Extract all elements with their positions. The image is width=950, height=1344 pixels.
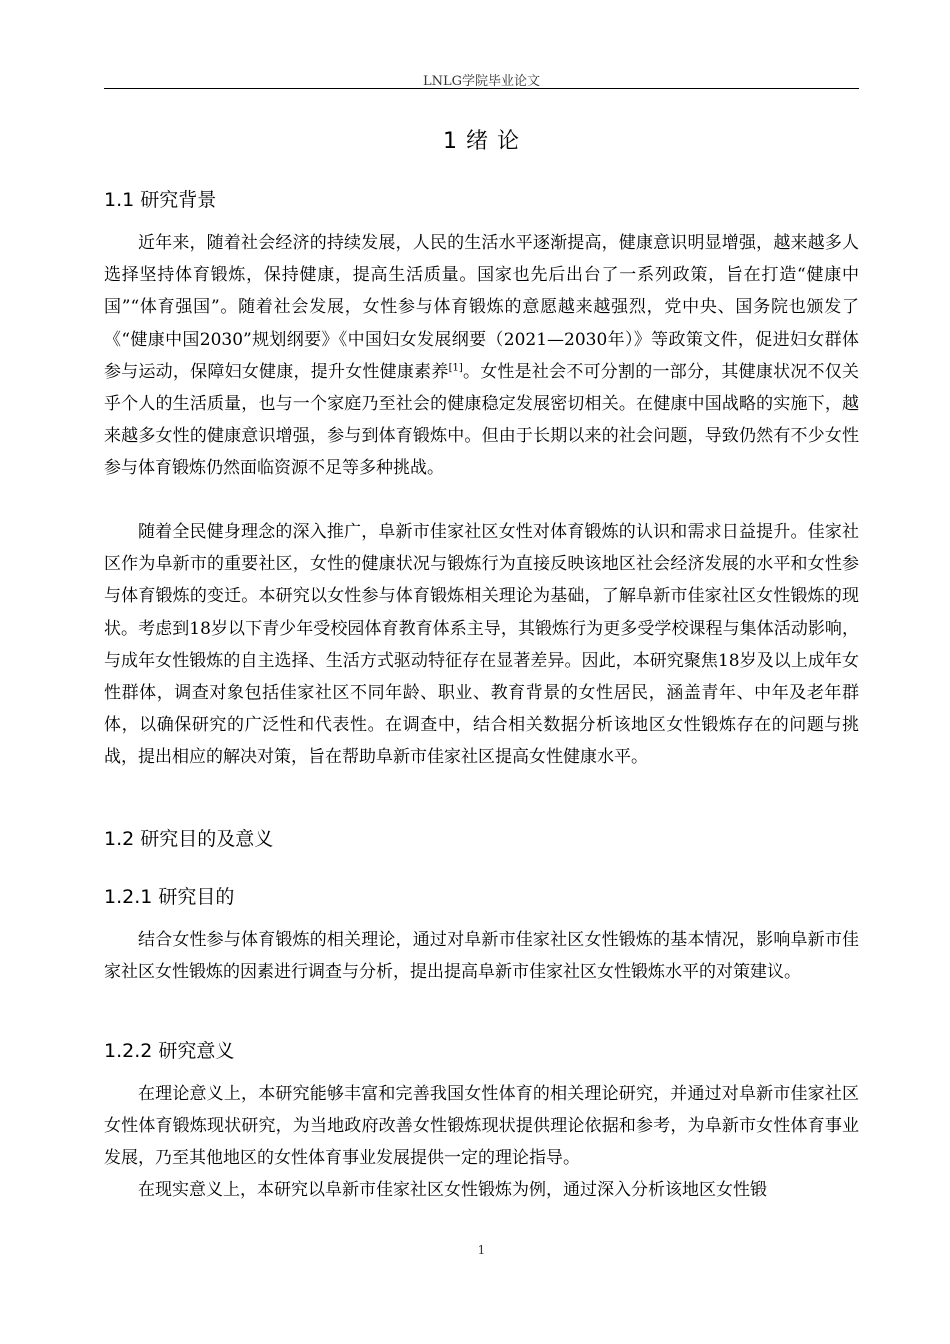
paragraph-significance-practice: 在现实意义上，本研究以阜新市佳家社区女性锻炼为例，通过深入分析该地区女性锻 [138, 1180, 767, 1200]
section-heading-background: 1.1 研究背景 [104, 189, 217, 211]
page-number: 1 [477, 1243, 486, 1257]
paragraph-significance-theory: 在理论意义上，本研究能够丰富和完善我国女性体育的相关理论研究，并通过对阜新市佳家社区女性体育锻炼现状研究，为当地政府改善女性锻炼现状提供理论依据和参考，为阜新市女性体育事业发展，乃至其他地区的女性体育事业发展提供一定的理论指导。 [104, 1084, 859, 1169]
paragraph-text: 。女性是社会不可分割的一部分，其健康状况不仅关乎个人的生活质量，也与一个家庭乃至社会的健康稳定发展密切相关。在健康中国战略的实施下，越来越多女性的健康意识增强，参与到体育锻炼中。但由于长期以来的社会问题，导致仍然有不少女性参与体育锻炼仍然面临资源不足等多种挑战。 [104, 361, 860, 479]
paragraph-purpose: 结合女性参与体育锻炼的相关理论，通过对阜新市佳家社区女性锻炼的基本情况，影响阜新市佳家社区女性锻炼的因素进行调查与分析，提出提高阜新市佳家社区女性锻炼水平的对策建议。 [104, 930, 859, 983]
paragraph-background-1 [104, 227, 859, 485]
header-rule [104, 88, 859, 89]
section-heading-purpose-significance: 1.2 研究目的及意义 [104, 828, 274, 850]
paragraph-text: 近年来，随着社会经济的持续发展，人民的生活水平逐渐提高，健康意识明显增强，越来越多人选择坚持体育锻炼，保持健康，提高生活质量。国家也先后出台了一系列政策，旨在打造“健康中国”“体育强国”。随着社会发展，女性参与体育锻炼的意愿越来越强烈，党中央、国务院也颁发了《“健康中国2030”规划纲要》《中国妇女发展纲要（2021—2030年）》等政策文件，促进妇女群体参与运动，保障妇女健康，提升女性健康素养 [104, 233, 859, 382]
running-header: LNLG学院毕业论文 [422, 74, 541, 89]
citation-marker: [1] [448, 362, 463, 374]
subsection-heading-purpose: 1.2.1 研究目的 [104, 886, 235, 908]
paragraph-background-2: 随着全民健身理念的深入推广，阜新市佳家社区女性对体育锻炼的认识和需求日益提升。佳家社区作为阜新市的重要社区，女性的健康状况与锻炼行为直接反映该地区社会经济发展的水平和女性参与体育锻炼的变迁。本研究以女性参与体育锻炼相关理论为基础，了解阜新市佳家社区女性锻炼的现状。考虑到18岁以下青少年受校园体育教育体系主导，其锻炼行为更多受学校课程与集体活动影响，与成年女性锻炼的自主选择、生活方式驱动特征存在显著差异。因此，本研究聚焦18岁及以上成年女性群体，调查对象包括佳家社区不同年龄、职业、教育背景的女性居民，涵盖青年、中年及老年群体，以确保研究的广泛性和代表性。在调查中，结合相关数据分析该地区女性锻炼存在的问题与挑战，提出相应的解决对策，旨在帮助阜新市佳家社区提高女性健康水平。 [104, 522, 859, 768]
subsection-heading-significance: 1.2.2 研究意义 [104, 1040, 235, 1062]
chapter-title: 1 绪 论 [443, 129, 520, 154]
